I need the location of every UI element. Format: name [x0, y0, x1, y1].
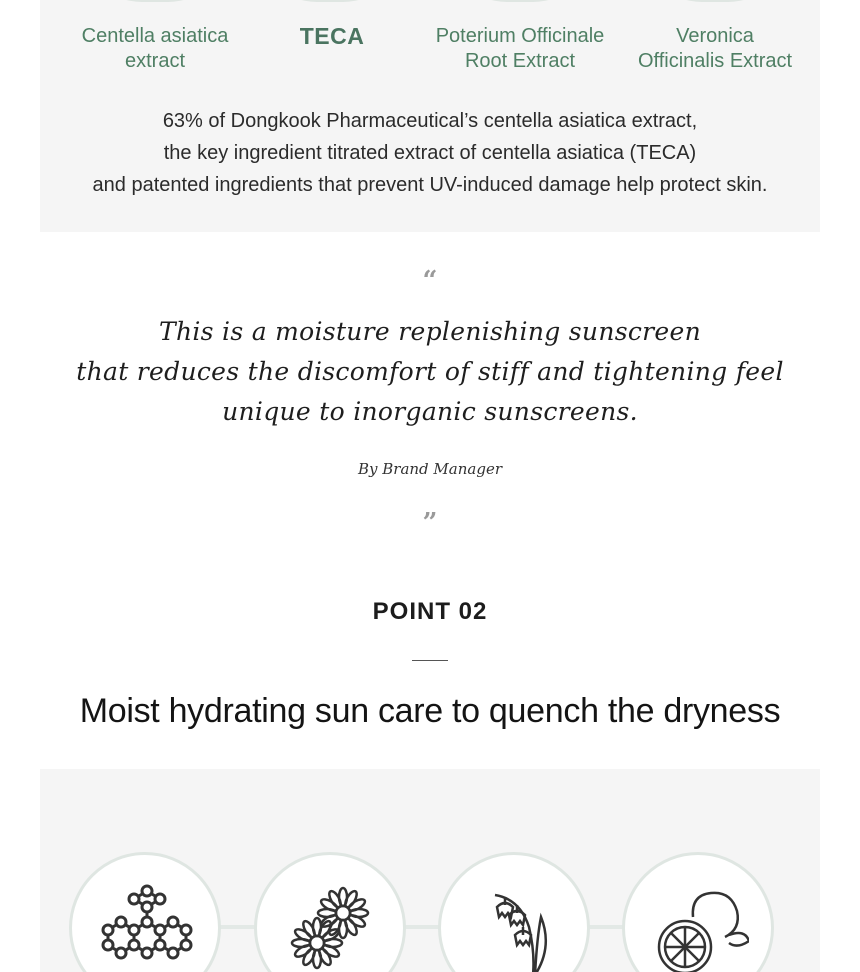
description-line-2: the key ingredient titrated extract of centella asiatica (TECA): [163, 142, 697, 164]
feature-icons-panel: [40, 769, 820, 972]
feature-circle-flower: [254, 852, 406, 972]
quote-byline: By Brand Manager: [358, 460, 502, 478]
centella-icon: [80, 0, 230, 2]
section-headline: Moist hydrating sun care to quench the dryness: [79, 692, 781, 730]
close-quote-icon: ”: [422, 508, 438, 538]
teca-icon: [255, 0, 405, 2]
feature-circle-lily: [438, 852, 590, 972]
quote-line-1: This is a moisture replenishing sunscreen: [158, 317, 701, 346]
flower-icon: [281, 877, 381, 972]
ingredient-label-line: Veronica Officinalis Extract: [637, 25, 793, 72]
feature-circle-citrus: [622, 852, 774, 972]
ingredient-label-teca: [232, 24, 432, 49]
ingredient-label-poterium: [420, 24, 620, 74]
ingredient-label-veronica: [615, 24, 815, 74]
open-quote-icon: “: [422, 266, 438, 296]
citrus-icon: [649, 877, 749, 972]
point-label: POINT 02: [372, 598, 488, 625]
lily-of-the-valley-icon: [465, 877, 565, 972]
poterium-icon: [445, 0, 595, 2]
veronica-icon: [640, 0, 790, 2]
molecule-icon: [96, 877, 196, 972]
ingredient-label-line: TECA: [299, 23, 365, 49]
brand-manager-quote: [40, 312, 820, 432]
description-line-1: 63% of Dongkook Pharmaceutical’s centella asiatica extract,: [162, 110, 698, 132]
description-line-3: and patented ingredients that prevent UV-induced damage help protect skin.: [92, 174, 768, 196]
quote-line-3: unique to inorganic sunscreens.: [222, 397, 638, 426]
feature-circle-molecule: [69, 852, 221, 972]
ingredient-label-centella: [55, 24, 255, 74]
ingredient-label-line: Poterium Officinale Root Extract: [435, 25, 605, 72]
ingredient-label-line: Centella asiatica extract: [81, 25, 229, 72]
ingredients-description: [60, 105, 800, 201]
quote-line-2: that reduces the discomfort of stiff and tightening feel: [76, 357, 784, 386]
section-divider: [412, 660, 448, 661]
